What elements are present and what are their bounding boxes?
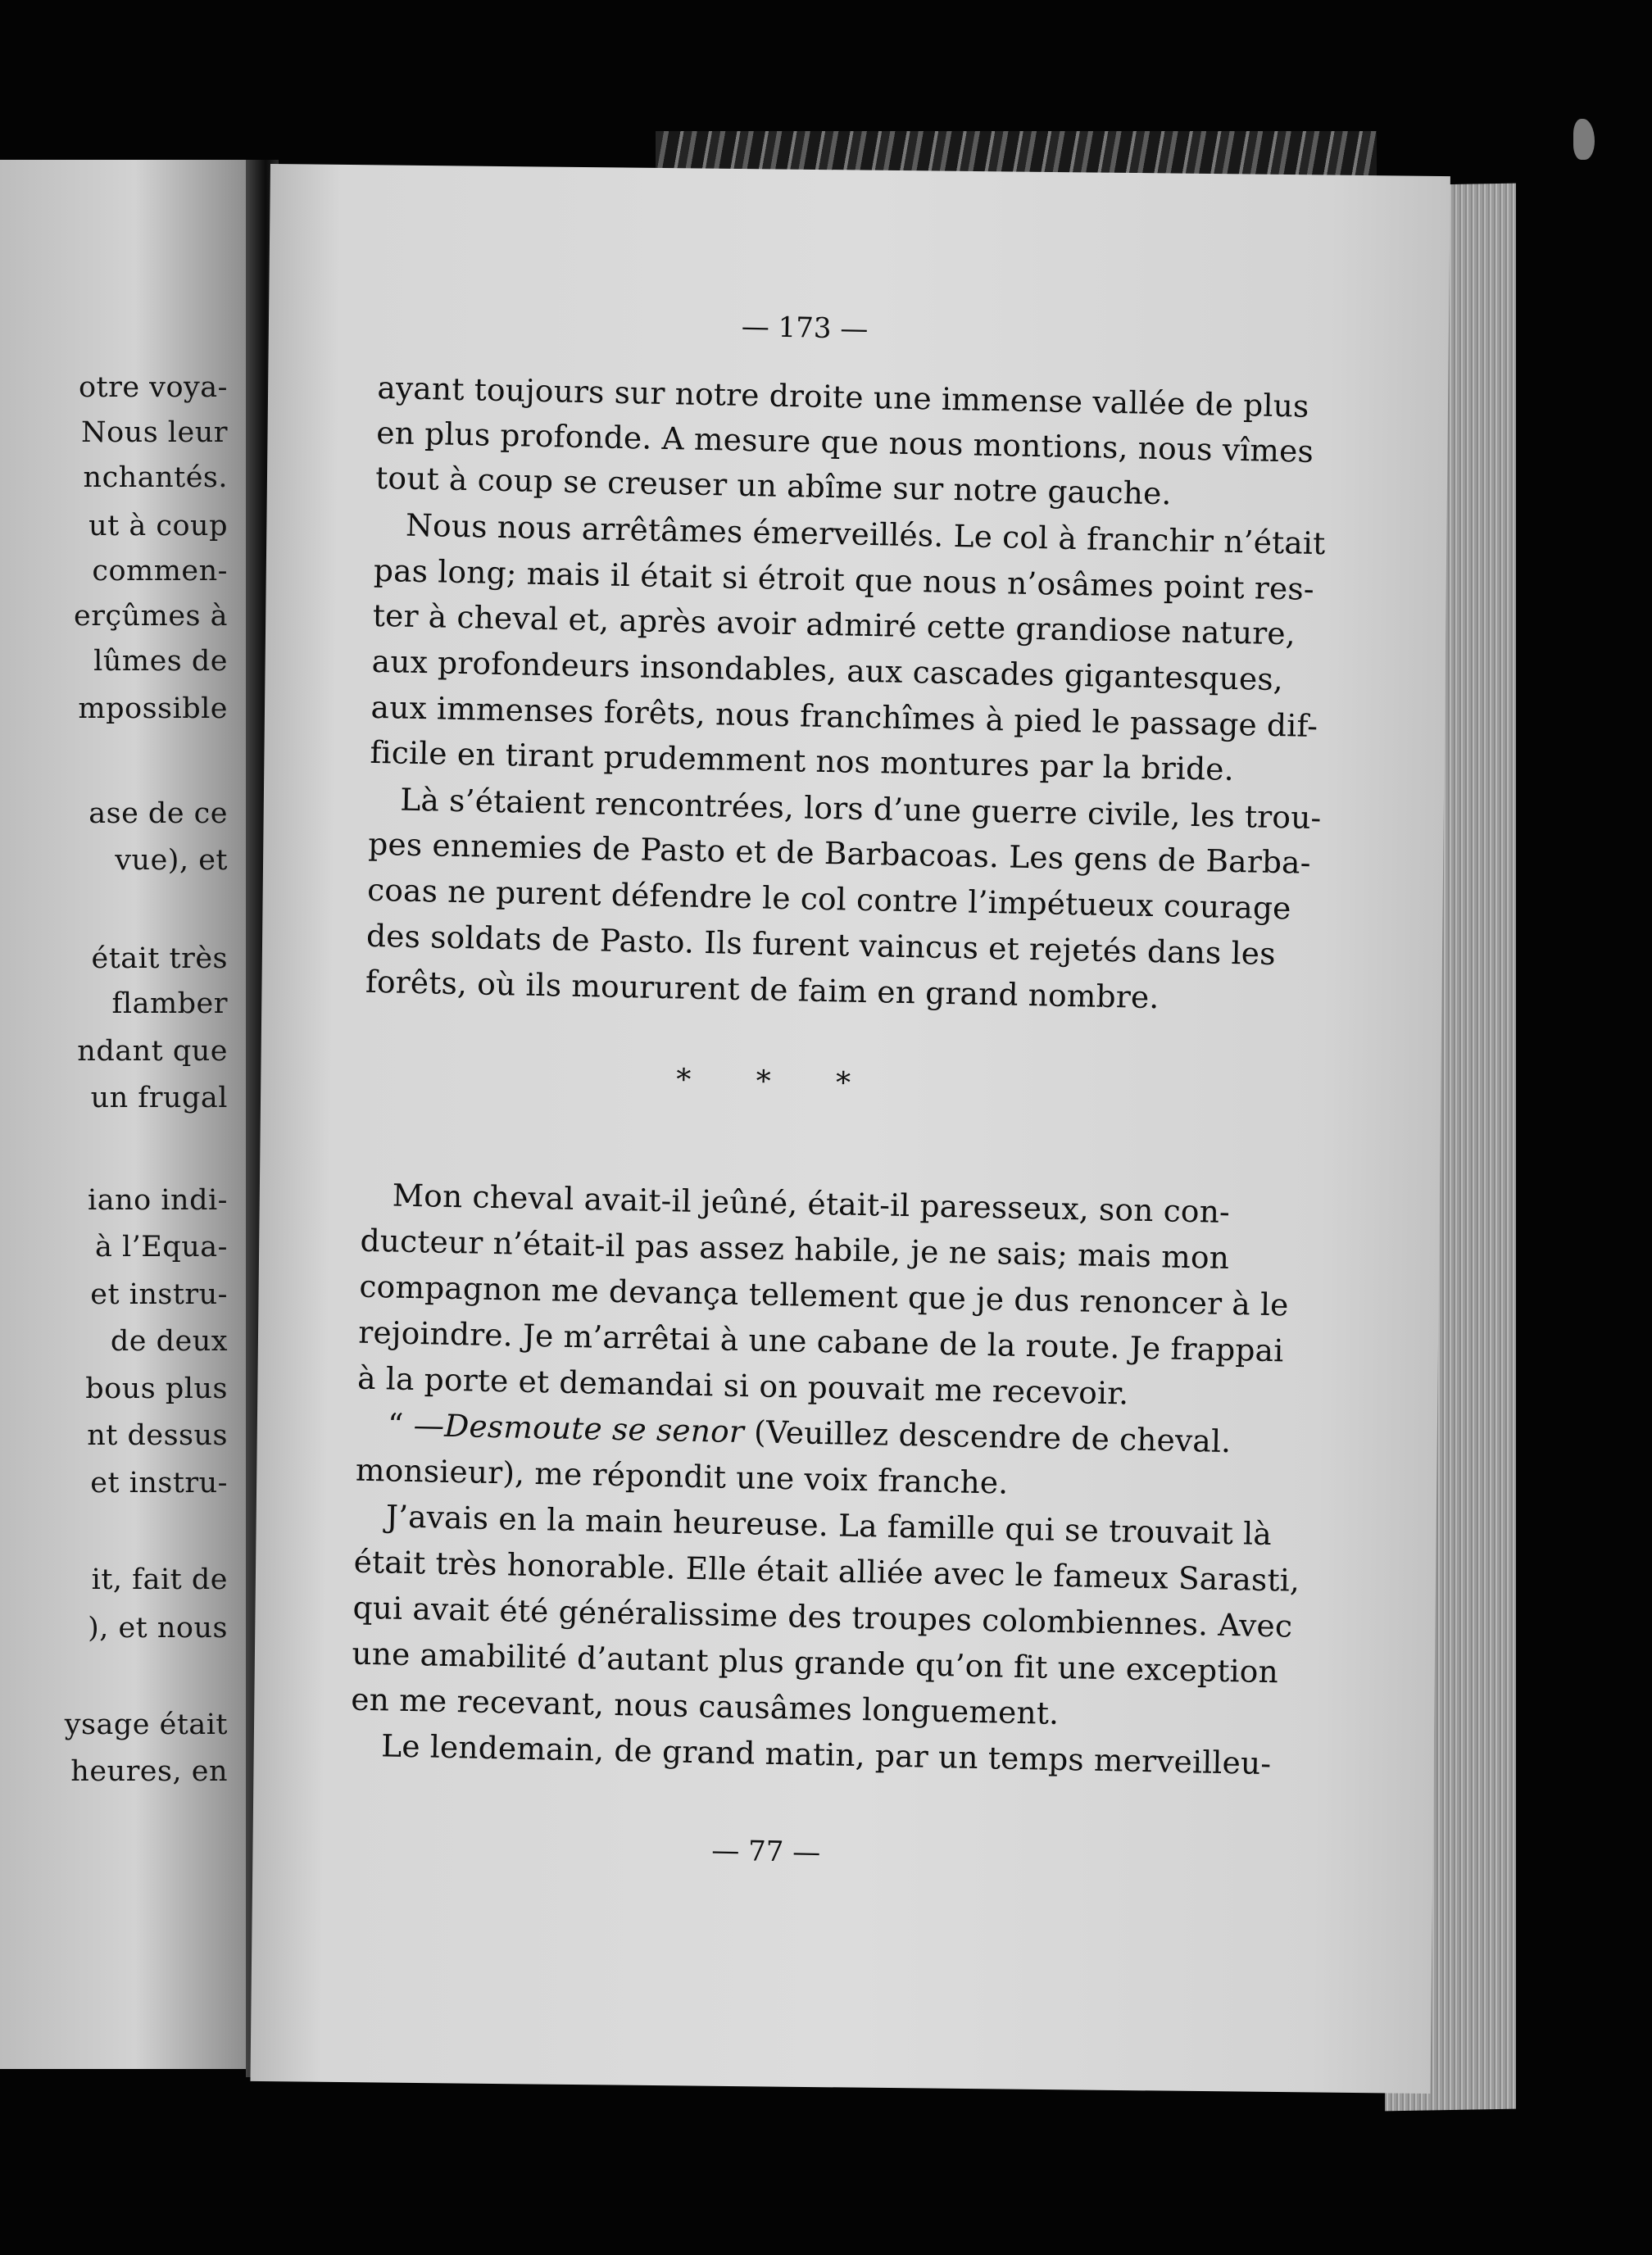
left-page-line: erçûmes à [74, 600, 228, 633]
left-page-line: à l’Equa- [95, 1231, 228, 1264]
left-facing-page [0, 160, 246, 2069]
text-line: rejoindre. Je m’arrêtai à une cabane de la route. Je frappai [357, 1314, 1284, 1369]
text-line: en me recevant, nous causâmes longuement. [350, 1681, 1060, 1731]
right-page-text [350, 0, 1326, 1870]
page-number-top: — 173 — [741, 310, 869, 346]
text-line: pas long; mais il était si étroit que nous n’osâmes point res- [373, 551, 1315, 607]
left-page-line: commen- [92, 555, 228, 588]
left-page-line: ysage était [64, 1708, 228, 1741]
left-page-line: heures, en [70, 1755, 228, 1788]
text-line: coas ne purent défendre le col contre l’impétueux courage [366, 871, 1292, 927]
text-line: à la porte et demandai si on pouvait me recevoir. [356, 1359, 1129, 1412]
text-line: monsieur), me répondit une voix franche. [355, 1451, 1009, 1501]
left-page-line: vue), et [115, 844, 228, 877]
section-separator: * * * [675, 1063, 879, 1101]
left-page-line: iano indi- [88, 1184, 228, 1217]
text-line: Là s’étaient rencontrées, lors d’une guerre civile, les trou- [399, 781, 1322, 837]
left-page-line: bous plus [85, 1373, 228, 1405]
left-page-line: de deux [110, 1325, 228, 1358]
text-line: J’avais en la main heureuse. La famille qui se trouvait là [385, 1498, 1273, 1553]
text-line: était très honorable. Elle était alliée avec le fameux Sarasti, [353, 1543, 1300, 1599]
text-line: des soldats de Pasto. Ils furent vaincus et rejetés dans les [365, 917, 1277, 973]
dialogue-translation: (Veuillez descendre de cheval. [753, 1413, 1232, 1460]
left-page-line: ndant que [77, 1035, 228, 1068]
left-page-line: flamber [111, 987, 228, 1020]
page-number-bottom: — 77 — [710, 1834, 821, 1870]
text-line: compagnon me devança tellement que je dus renoncer à le [359, 1268, 1290, 1323]
text-line: aux profondeurs insondables, aux cascades gigantesques, [371, 642, 1284, 698]
left-page-line: et instru- [90, 1278, 228, 1311]
left-page-line: Nous leur [80, 416, 228, 449]
text-line: ducteur n’était-il pas assez habile, je ne sais; mais mon [360, 1222, 1230, 1276]
text-line: ficile en tirant prudemment nos montures par la bride. [370, 733, 1235, 787]
text-line: tout à coup se creuser un abîme sur notre gauche. [374, 459, 1173, 512]
text-line: ter à cheval et, après avoir admiré cette grandiose nature, [372, 597, 1296, 652]
left-page-line: nt dessus [87, 1419, 228, 1452]
text-line: Le lendemain, de grand matin, par un temps merveilleu- [380, 1727, 1272, 1782]
left-page-line: mpossible [78, 692, 228, 725]
left-page-line: un frugal [90, 1082, 228, 1114]
text-line-content: ayant toujours sur notre droite une immense vallée de plus [377, 369, 1309, 424]
quote-mark: “ [387, 1406, 404, 1443]
left-page-line: et instru- [90, 1467, 228, 1500]
spanish-quote: —Desmoute se senor [413, 1407, 745, 1450]
left-page-line: it, fait de [91, 1563, 228, 1596]
left-page-line: nchantés. [83, 461, 228, 494]
text-line: Nous nous arrêtâmes émerveillés. Le col à franchir n’était [405, 506, 1326, 562]
text-line: en plus profonde. A mesure que nous montions, nous vîmes [375, 414, 1314, 470]
text-line: pes ennemies de Pasto et de Barbacoas. Les gens de Barba- [367, 825, 1312, 881]
left-page-line: lûmes de [93, 645, 228, 678]
left-page-line: otre voya- [78, 371, 228, 404]
left-page-line: ase de ce [88, 797, 228, 830]
left-page-line: ut à coup [88, 510, 228, 542]
scan-speck [1573, 119, 1595, 160]
text-line: forêts, où ils moururent de faim en grand nombre. [365, 963, 1160, 1016]
text-line: aux immenses forêts, nous franchîmes à pied le passage dif- [370, 688, 1318, 745]
text-line: une amabilité d’autant plus grande qu’on fit une exception [352, 1635, 1279, 1690]
text-line: Mon cheval avait-il jeûné, était-il paresseux, son con- [392, 1177, 1231, 1230]
left-page-line: ), et nous [88, 1612, 228, 1645]
left-page-line: était très [91, 942, 228, 975]
text-line: qui avait été généralissime des troupes colombiennes. Avec [352, 1589, 1293, 1645]
